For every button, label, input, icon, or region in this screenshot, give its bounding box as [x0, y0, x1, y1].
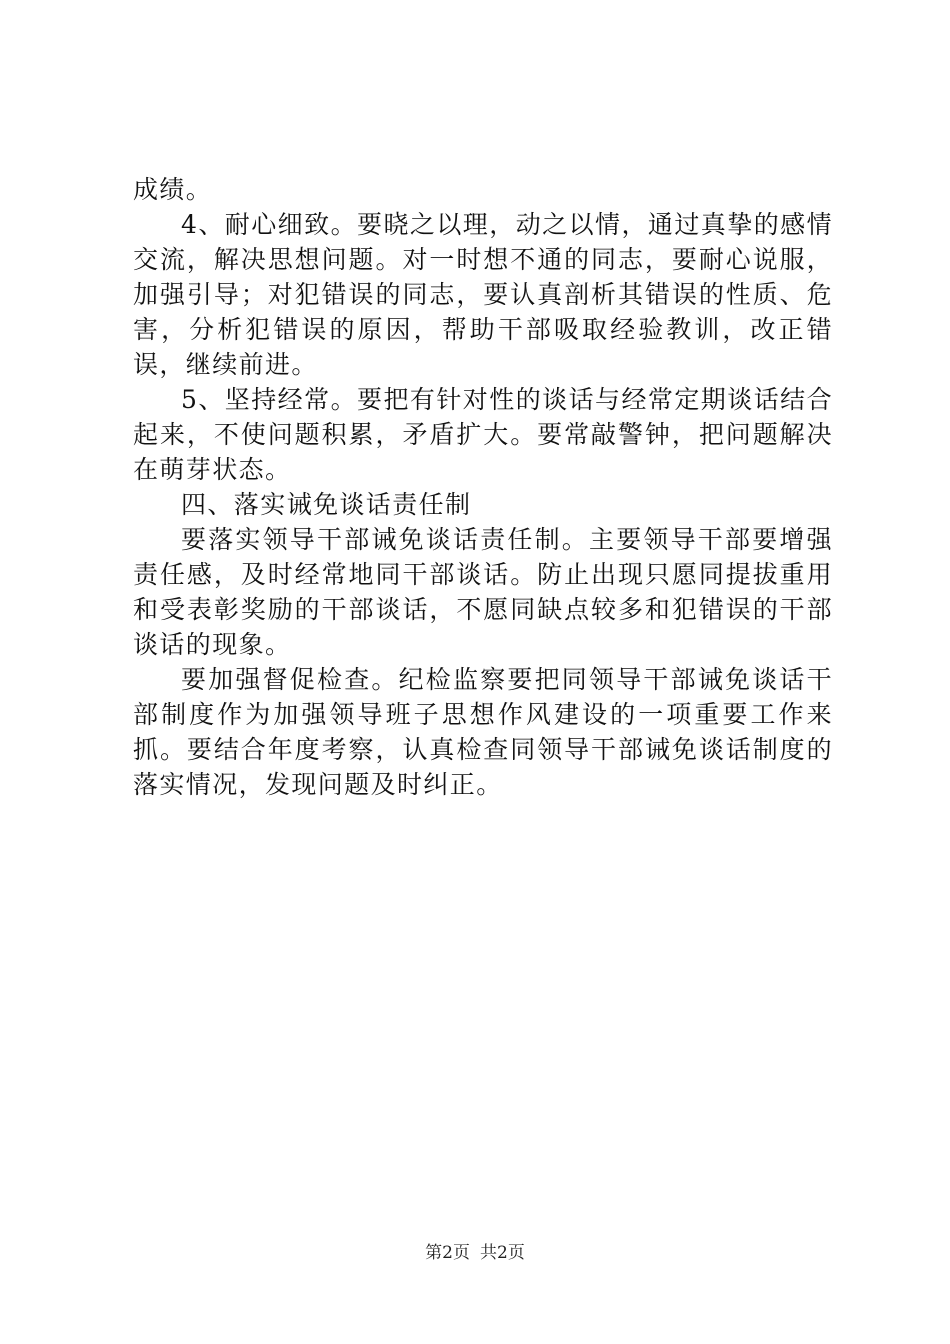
- page-number: 第2页: [425, 1243, 470, 1263]
- page-total: 共2页: [480, 1243, 525, 1263]
- paragraph-responsibility: 要落实领导干部诫免谈话责任制。主要领导干部要增强责任感，及时经常地同干部谈话。防止出现只愿同提拔重用和受表彰奖励的干部谈话，不愿同缺点较多和犯错误的干部谈话的现象。: [133, 525, 833, 659]
- paragraph-supervision: 要加强督促检查。纪检监察要把同领导干部诫免谈话干部制度作为加强领导班子思想作风建设的一项重要工作来抓。要结合年度考察，认真检查同领导干部诫免谈话制度的落实情况，发现问题及时纠正。: [133, 665, 833, 799]
- page-footer: [0, 1242, 950, 1264]
- paragraph-item-5: 5、坚持经常。要把有针对性的谈话与经常定期谈话结合起来，不使问题积累，矛盾扩大。要常敲警钟，把问题解决在萌芽状态。: [133, 385, 833, 484]
- paragraph-continuation: 成绩。: [133, 175, 213, 204]
- paragraph-item-4: 4、耐心细致。要晓之以理，动之以情，通过真挚的感情交流，解决思想问题。对一时想不通的同志，要耐心说服，加强引导；对犯错误的同志，要认真剖析其错误的性质、危害，分析犯错误的原因，帮助干部吸取经验教训，改正错误，继续前进。: [133, 210, 833, 379]
- document-body: [133, 172, 833, 802]
- section-heading-4: 四、落实诫免谈话责任制: [181, 490, 472, 519]
